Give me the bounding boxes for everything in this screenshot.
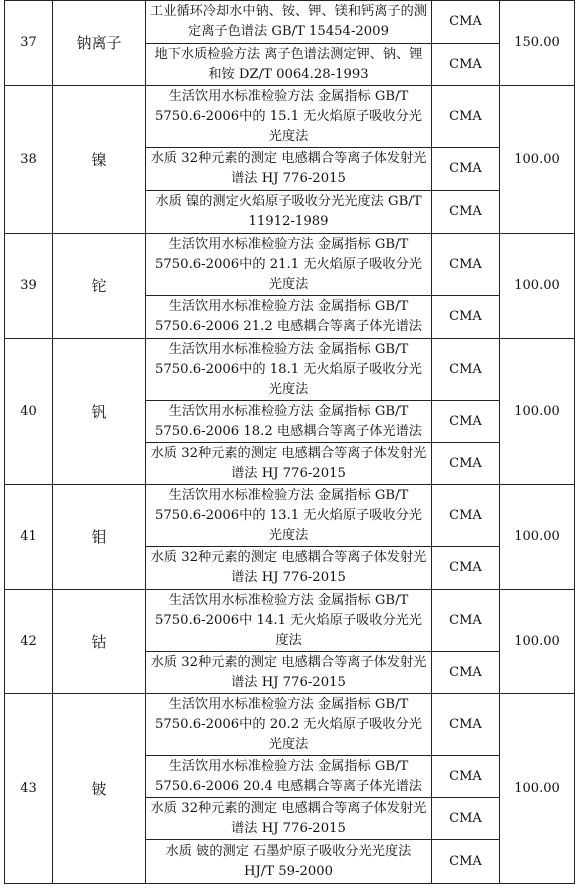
method-standard: 水质 32种元素的测定 电感耦合等离子体发射光谱法 HJ 776-2015 <box>146 148 432 191</box>
row-number: 39 <box>5 234 53 339</box>
certification-mark: CMA <box>432 44 500 86</box>
test-item: 铊 <box>53 234 146 339</box>
row-number: 38 <box>5 86 53 234</box>
test-item: 钠离子 <box>53 1 146 86</box>
row-number: 37 <box>5 1 53 86</box>
method-standard: 生活饮用水标准检验方法 金属指标 GB/T 5750.6-2006中的 21.1 无火焰原子吸收分光光度法 <box>146 234 432 296</box>
certification-mark: CMA <box>432 86 500 148</box>
table-row <box>5 234 575 296</box>
method-standard: 水质 镍的测定火焰原子吸收分光光度法 GB/T 11912-1989 <box>146 191 432 234</box>
method-standard: 生活饮用水标准检验方法 金属指标 GB/T 5750.6-2006中的 15.1 无火焰原子吸收分光光度法 <box>146 86 432 148</box>
method-standard: 生活饮用水标准检验方法 金属指标 GB/T 5750.6-2006中的 13.1 无火焰原子吸收分光光度法 <box>146 485 432 547</box>
table-row <box>5 590 575 652</box>
test-item: 钴 <box>53 590 146 694</box>
row-number: 43 <box>5 694 53 884</box>
certification-mark: CMA <box>432 756 500 798</box>
method-standard: 水质 32种元素的测定 电感耦合等离子体发射光谱法 HJ 776-2015 <box>146 443 432 485</box>
certification-mark: CMA <box>432 485 500 547</box>
method-standard: 生活饮用水标准检验方法 金属指标 GB/T 5750.6-2006中的 20.2 无火焰原子吸收分光光度法 <box>146 694 432 756</box>
method-standard: 生活饮用水标准检验方法 金属指标 GB/T 5750.6-2006 18.2 电感耦合等离子体光谱法 <box>146 401 432 443</box>
certification-mark: CMA <box>432 652 500 694</box>
row-number: 40 <box>5 339 53 485</box>
certification-mark: CMA <box>432 339 500 401</box>
table-row <box>5 86 575 148</box>
price: 100.00 <box>500 234 575 339</box>
price: 100.00 <box>500 694 575 884</box>
price: 100.00 <box>500 86 575 234</box>
certification-mark: CMA <box>432 590 500 652</box>
test-method-table <box>4 0 575 884</box>
table-row <box>5 339 575 401</box>
method-standard: 生活饮用水标准检验方法 金属指标 GB/T 5750.6-2006中 14.1 无火焰原子吸收分光光度法 <box>146 590 432 652</box>
test-item: 铍 <box>53 694 146 884</box>
price: 100.00 <box>500 590 575 694</box>
certification-mark: CMA <box>432 443 500 485</box>
certification-mark: CMA <box>432 234 500 296</box>
method-standard: 水质 32种元素的测定 电感耦合等离子体发射光谱法 HJ 776-2015 <box>146 798 432 840</box>
price: 150.00 <box>500 1 575 86</box>
table-row <box>5 1 575 44</box>
table-body <box>5 1 575 884</box>
method-standard: 水质 32种元素的测定 电感耦合等离子体发射光谱法 HJ 776-2015 <box>146 652 432 694</box>
table-row <box>5 485 575 547</box>
row-number: 42 <box>5 590 53 694</box>
certification-mark: CMA <box>432 401 500 443</box>
method-standard: 水质 32种元素的测定 电感耦合等离子体发射光谱法 HJ 776-2015 <box>146 547 432 590</box>
method-standard: 水质 铍的测定 石墨炉原子吸收分光光度法 HJ/T 59-2000 <box>146 840 432 884</box>
test-item: 镍 <box>53 86 146 234</box>
test-item: 钼 <box>53 485 146 590</box>
table-row <box>5 694 575 756</box>
certification-mark: CMA <box>432 148 500 191</box>
row-number: 41 <box>5 485 53 590</box>
certification-mark: CMA <box>432 694 500 756</box>
method-standard: 生活饮用水标准检验方法 金属指标 GB/T 5750.6-2006中的 18.1 无火焰原子吸收分光光度法 <box>146 339 432 401</box>
test-item: 钒 <box>53 339 146 485</box>
certification-mark: CMA <box>432 798 500 840</box>
certification-mark: CMA <box>432 296 500 339</box>
method-standard: 生活饮用水标准检验方法 金属指标 GB/T 5750.6-2006 20.4 电感耦合等离子体光谱法 <box>146 756 432 798</box>
method-standard: 工业循环冷却水中钠、铵、钾、镁和钙离子的测定离子色谱法 GB/T 15454-2009 <box>146 1 432 44</box>
method-standard: 地下水质检验方法 离子色谱法测定钾、钠、锂和铵 DZ/T 0064.28-1993 <box>146 44 432 86</box>
price: 100.00 <box>500 485 575 590</box>
method-standard: 生活饮用水标准检验方法 金属指标 GB/T 5750.6-2006 21.2 电感耦合等离子体光谱法 <box>146 296 432 339</box>
certification-mark: CMA <box>432 1 500 44</box>
certification-mark: CMA <box>432 547 500 590</box>
certification-mark: CMA <box>432 840 500 884</box>
price: 100.00 <box>500 339 575 485</box>
certification-mark: CMA <box>432 191 500 234</box>
